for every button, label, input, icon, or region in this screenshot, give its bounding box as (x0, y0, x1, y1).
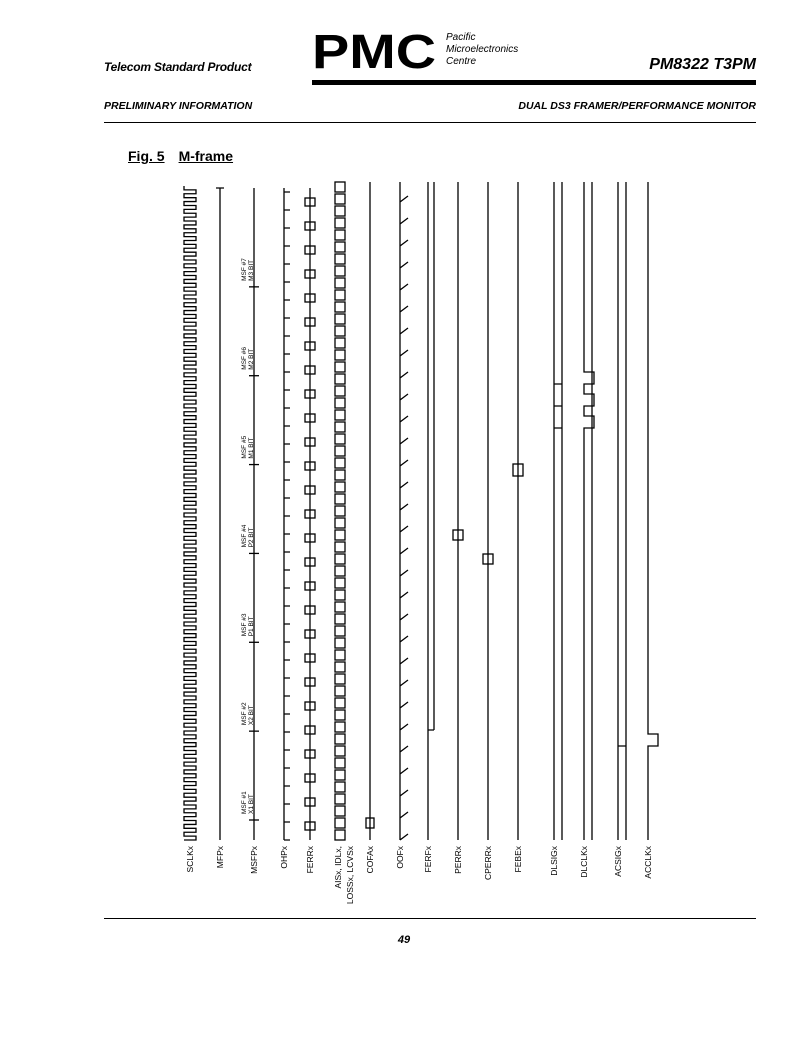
signal-label: CPERRx (483, 846, 493, 881)
page-number: 49 (397, 934, 411, 946)
ais-pulse (335, 374, 345, 384)
signal-label: AISx, IDLx, (333, 846, 343, 889)
ais-pulse (335, 794, 345, 804)
signal-label: OHPx (279, 846, 289, 869)
ais-pulse (335, 242, 345, 252)
ais-pulse (335, 734, 345, 744)
oof-waveform (400, 182, 408, 840)
ais-pulse (335, 398, 345, 408)
ais-pulse (335, 710, 345, 720)
ais-pulse (335, 302, 345, 312)
signal-label: ACCLKx (643, 846, 653, 879)
ais-pulse (335, 578, 345, 588)
subframe-bit: M3 BIT (248, 259, 255, 281)
company-line-3: Centre (446, 56, 477, 67)
signal-label: SCLKx (185, 846, 195, 873)
ais-pulse (335, 290, 345, 300)
ais-pulse (335, 566, 345, 576)
ais-pulse (335, 206, 345, 216)
ais-pulse (335, 686, 345, 696)
figure-caption (128, 148, 247, 164)
ais-pulse (335, 410, 345, 420)
subframe-bit: M2 BIT (248, 348, 255, 370)
signal-label: FERRx (305, 846, 315, 874)
ais-pulse (335, 482, 345, 492)
subframe-name: MSF #4 (241, 524, 248, 548)
acsig-waveform (618, 182, 626, 840)
ais-pulse (335, 266, 345, 276)
ais-pulse (335, 458, 345, 468)
ais-pulse (335, 650, 345, 660)
ais-pulse (335, 806, 345, 816)
subframe-name: MSF #3 (241, 613, 248, 637)
product-line-text: Telecom Standard Product (104, 60, 252, 74)
subframe-name: MSF #5 (241, 435, 248, 459)
part-number: PM8322 T3PM (649, 56, 756, 73)
ais-pulse (335, 326, 345, 336)
ais-pulse (335, 362, 345, 372)
ais-pulse (335, 494, 345, 504)
figure-title: M-frame (178, 148, 234, 164)
subframe-label (241, 435, 255, 458)
product-line-label (104, 60, 251, 74)
subframe-bit: X1 BIT (248, 794, 255, 814)
ais-pulse (335, 350, 345, 360)
ais-pulse (335, 698, 345, 708)
subframe-bit: X2 BIT (248, 705, 255, 726)
timing-diagram (178, 178, 668, 908)
ais-pulse (335, 338, 345, 348)
ais-pulse (335, 626, 345, 636)
ais-pulse (335, 446, 345, 456)
ais-pulse (335, 386, 345, 396)
signal-label: FERFx (423, 846, 433, 873)
ais-pulse (335, 662, 345, 672)
signal-label: OOFx (395, 846, 405, 869)
subframe-label (241, 524, 255, 547)
subframe-name: MSF #6 (241, 346, 248, 370)
ais-pulse (335, 758, 345, 768)
ais-pulse (335, 554, 345, 564)
ais-pulse (335, 590, 345, 600)
subframe-label (241, 347, 255, 370)
signal-label: PERRx (453, 846, 463, 874)
pmc-logo (312, 28, 438, 72)
signal-label: ACSIGx (613, 846, 623, 877)
ais-pulse (335, 182, 345, 192)
logo-text: PMC (312, 28, 436, 72)
ais-pulse (335, 230, 345, 240)
header-divider (104, 122, 756, 123)
ais-pulse (335, 278, 345, 288)
ais-pulse (335, 818, 345, 828)
ais-pulse (335, 314, 345, 324)
acclk-waveform (648, 182, 658, 840)
ais-pulse (335, 194, 345, 204)
ohp-waveform (284, 188, 290, 840)
subframe-bit: P2 BIT (248, 527, 255, 548)
signal-label: COFAx (365, 846, 375, 874)
company-line-1: Pacific (446, 32, 476, 43)
subframe-bit: M1 BIT (248, 437, 255, 459)
document-subtitle: DUAL DS3 FRAMER/PERFORMANCE MONITOR (518, 100, 756, 112)
subframe-label (241, 791, 255, 814)
ais-pulse (335, 770, 345, 780)
subframe-name: MSF #1 (241, 791, 248, 814)
header-rule (312, 80, 756, 85)
sclk-waveform (184, 186, 196, 840)
ais-pulse (335, 422, 345, 432)
subframe-label (241, 702, 255, 725)
ais-pulse (335, 506, 345, 516)
document-status: PRELIMINARY INFORMATION (104, 100, 253, 112)
footer-rule (104, 918, 756, 919)
signal-label: MFPx (215, 846, 225, 869)
ais-pulse (335, 722, 345, 732)
company-name (446, 32, 518, 68)
subframe-bit: P1 BIT (248, 616, 255, 637)
ais-pulse (335, 782, 345, 792)
subframe-label (241, 258, 255, 281)
ferf-waveform (428, 182, 434, 840)
subframe-name: MSF #7 (241, 258, 248, 281)
dlsig-waveform (554, 182, 562, 840)
ais-pulse (335, 602, 345, 612)
subframe-label (241, 613, 255, 636)
ais-pulse (335, 254, 345, 264)
ais-pulse (335, 638, 345, 648)
company-line-2: Microelectronics (446, 44, 519, 55)
signal-label: MSFPx (249, 846, 259, 874)
subframe-name: MSF #2 (241, 702, 248, 726)
ais-pulse (335, 614, 345, 624)
signal-label: FEBEx (513, 846, 523, 873)
mfp-waveform (216, 188, 224, 840)
ais-pulse (335, 518, 345, 528)
ais-pulse (335, 530, 345, 540)
ais-pulse (335, 470, 345, 480)
ais-pulse (335, 542, 345, 552)
ais-pulse (335, 218, 345, 228)
ais-pulse (335, 674, 345, 684)
signal-label: DLSIGx (549, 846, 559, 876)
dlclk-waveform (584, 182, 594, 840)
ais-pulse (335, 746, 345, 756)
figure-number: Fig. 5 (128, 148, 165, 164)
ais-pulse (335, 830, 345, 840)
ais-pulse (335, 434, 345, 444)
signal-label: LOSSx, LCVSx (345, 846, 355, 905)
signal-label: DLCLKx (579, 846, 589, 878)
